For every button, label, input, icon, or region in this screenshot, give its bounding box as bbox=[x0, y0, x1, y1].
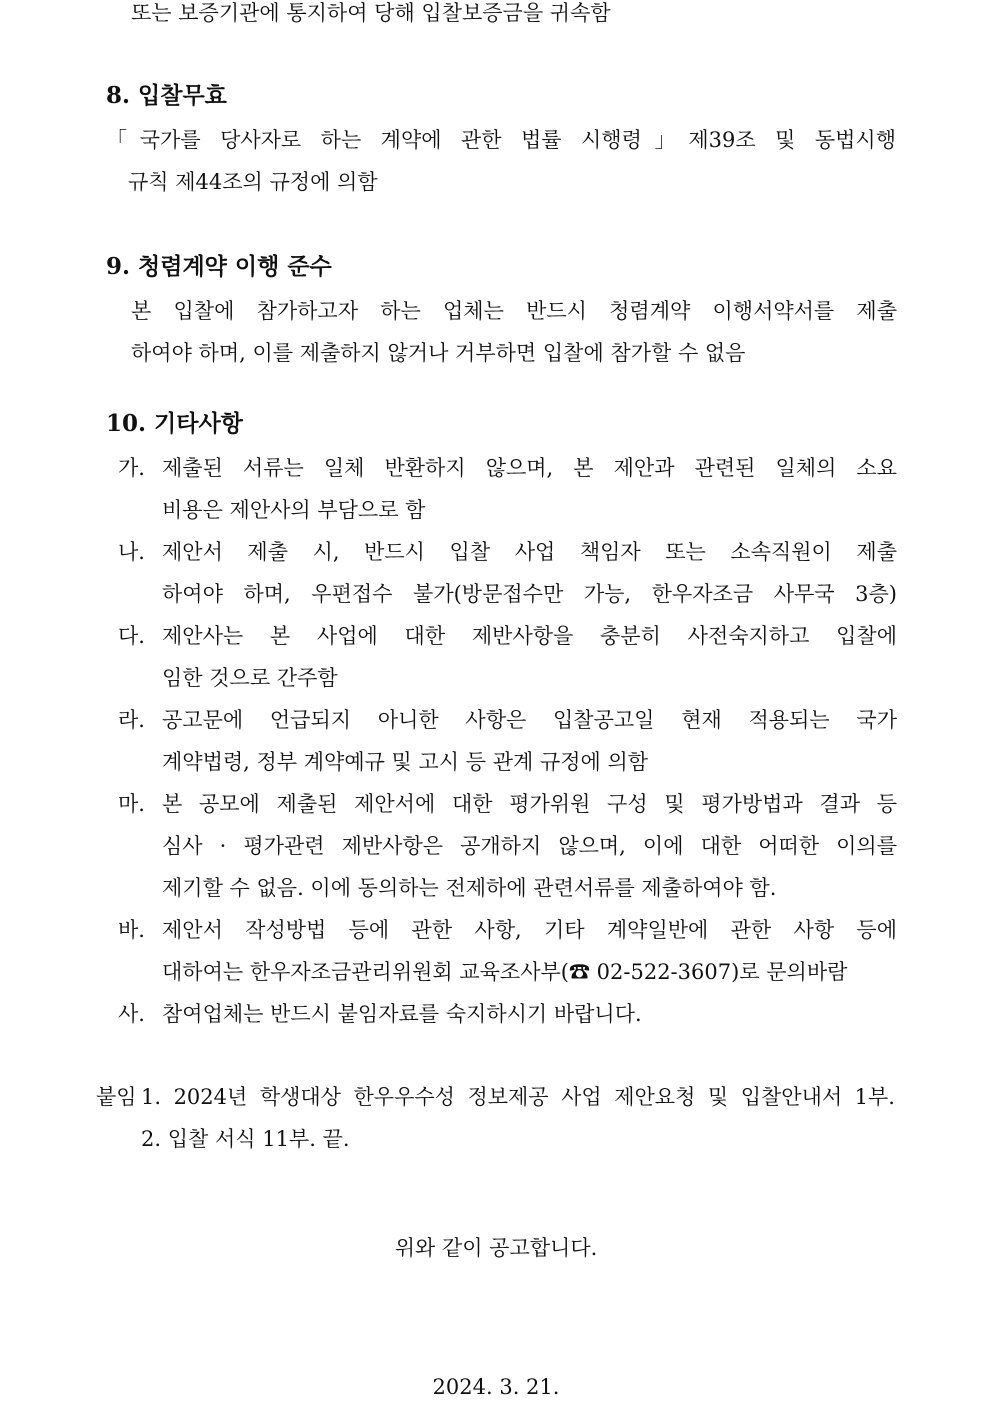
attachment-line-2: 2. 입찰 서식 11부. 끝. bbox=[141, 1127, 350, 1151]
item-marker-na: 나. bbox=[118, 540, 145, 564]
section-9-heading: 9. 청렴계약 이행 준수 bbox=[106, 253, 332, 280]
section-8-line-1: 「국가를 당사자로 하는 계약에 관한 법률 시행령」제39조 및 동법시행 bbox=[106, 128, 896, 152]
item-na-line-2: 하여야 하며, 우편접수 불가(방문접수만 가능, 한우자조금 사무국 3층) bbox=[162, 582, 897, 606]
section-10-heading: 10. 기타사항 bbox=[106, 410, 243, 437]
item-ga-line-2: 비용은 제안사의 부담으로 함 bbox=[162, 498, 426, 522]
item-ra-line-2: 계약법령, 정부 계약예규 및 고시 등 관계 규정에 의함 bbox=[162, 750, 649, 774]
closing-statement: 위와 같이 공고합니다. bbox=[394, 1236, 598, 1260]
item-marker-da: 다. bbox=[118, 624, 145, 648]
announcement-date: 2024. 3. 21. bbox=[432, 1375, 560, 1399]
item-da-line-2: 임한 것으로 간주함 bbox=[162, 666, 338, 690]
item-ba-line-2: 대하여는 한우자조금관리위원회 교육조사부(☎ 02-522-3607)로 문의바람 bbox=[162, 960, 848, 984]
section-9-line-1: 본 입찰에 참가하고자 하는 업체는 반드시 청렴계약 이행서약서를 제출 bbox=[131, 299, 897, 323]
item-ma-line-2: 심사 · 평가관련 제반사항은 공개하지 않으며, 이에 대한 어떠한 이의를 bbox=[162, 834, 897, 858]
item-marker-ga: 가. bbox=[118, 456, 145, 480]
item-marker-ra: 라. bbox=[118, 708, 145, 732]
item-ma-line-1: 본 공모에 제출된 제안서에 대한 평가위원 구성 및 평가방법과 결과 등 bbox=[162, 792, 897, 816]
item-ba-line-1: 제안서 작성방법 등에 관한 사항, 기타 계약일반에 관한 사항 등에 bbox=[162, 918, 897, 942]
continuation-line: 또는 보증기관에 통지하여 당해 입찰보증금을 귀속함 bbox=[131, 1, 611, 25]
item-ma-line-3: 제기할 수 없음. 이에 동의하는 전제하에 관련서류를 제출하여야 함. bbox=[162, 876, 777, 900]
item-ga-line-1: 제출된 서류는 일체 반환하지 않으며, 본 제안과 관련된 일체의 소요 bbox=[162, 456, 897, 480]
item-marker-sa: 사. bbox=[118, 1002, 145, 1026]
attachment-label: 붙임 bbox=[96, 1085, 137, 1109]
section-8-heading: 8. 입찰무효 bbox=[106, 82, 227, 109]
attachment-line-1: 1. 2024년 학생대상 한우우수성 정보제공 사업 제안요청 및 입찰안내서 1부. bbox=[141, 1085, 895, 1109]
section-8-line-2: 규칙 제44조의 규정에 의함 bbox=[128, 170, 378, 194]
item-da-line-1: 제안사는 본 사업에 대한 제반사항을 충분히 사전숙지하고 입찰에 bbox=[162, 624, 897, 648]
item-marker-ba: 바. bbox=[118, 918, 145, 942]
section-9-line-2: 하여야 하며, 이를 제출하지 않거나 거부하면 입찰에 참가할 수 없음 bbox=[131, 341, 746, 365]
item-na-line-1: 제안서 제출 시, 반드시 입찰 사업 책임자 또는 소속직원이 제출 bbox=[162, 540, 897, 564]
item-ra-line-1: 공고문에 언급되지 아니한 사항은 입찰공고일 현재 적용되는 국가 bbox=[162, 708, 897, 732]
item-marker-ma: 마. bbox=[118, 792, 145, 816]
item-sa-line-1: 참여업체는 반드시 붙임자료를 숙지하시기 바랍니다. bbox=[162, 1002, 642, 1026]
